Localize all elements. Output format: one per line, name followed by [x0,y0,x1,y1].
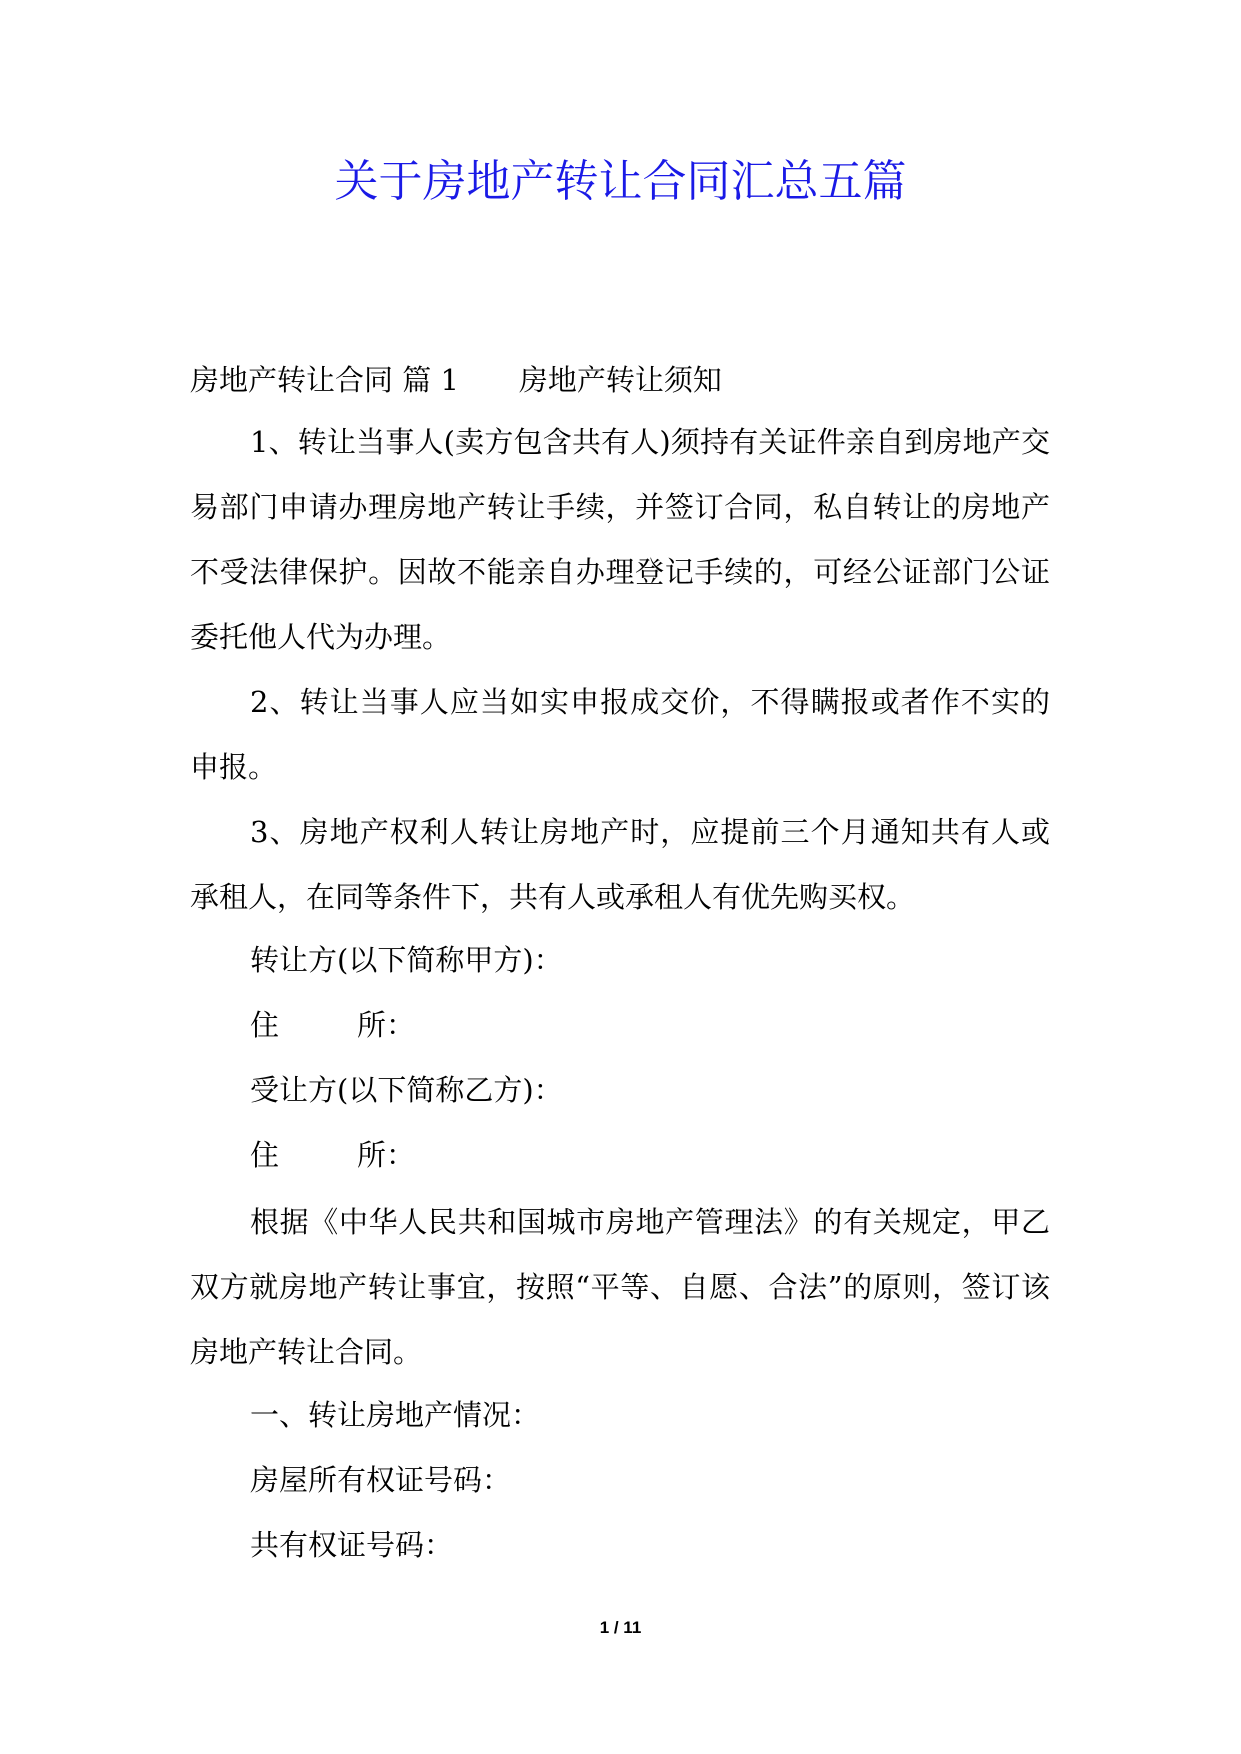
transferee-line: 受让方(以下简称乙方)： [250,1073,563,1107]
address-label-rest: 所： [357,1008,416,1042]
paragraph-2: 2、转让当事人应当如实申报成交价，不得瞒报或者作不实的申报。 [190,685,1050,784]
address-label-rest: 所： [357,1138,416,1172]
transferor-address-line [250,1005,415,1045]
page-number: 1 / 11 [599,1618,642,1637]
transferee-address-line [250,1135,415,1175]
paragraph-3: 3、房地产权利人转让房地产时，应提前三个月通知共有人或承租人，在同等条件下，共有人或承租人有优先购买权。 [190,815,1050,914]
co-cert-number-line: 共有权证号码： [250,1528,454,1562]
address-label-char: 住 [250,1138,280,1172]
section-1-heading: 一、转让房地产情况： [250,1398,541,1432]
paragraph-1: 1、转让当事人(卖方包含共有人)须持有关证件亲自到房地产交易部门申请办理房地产转让手续，并签订合同，私自转让的房地产不受法律保护。因故不能亲自办理登记手续的，可经公证部门公证委托他人代为办理。 [190,425,1050,654]
paragraph-4: 根据《中华人民共和国城市房地产管理法》的有关规定，甲乙双方就房地产转让事宜，按照“平等、自愿、合法”的原则，签订该房地产转让合同。 [190,1205,1050,1369]
contract-label: 房地产转让合同 [190,363,394,397]
address-label-char: 住 [250,1008,280,1042]
heading-line [190,360,722,400]
cert-number-line: 房屋所有权证号码： [250,1463,512,1497]
notice-label: 房地产转让须知 [518,363,722,397]
transferor-line: 转让方(以下简称甲方)： [250,943,563,977]
document-title: 关于房地产转让合同汇总五篇 [334,156,907,207]
section-label: 篇 1 [402,363,459,397]
